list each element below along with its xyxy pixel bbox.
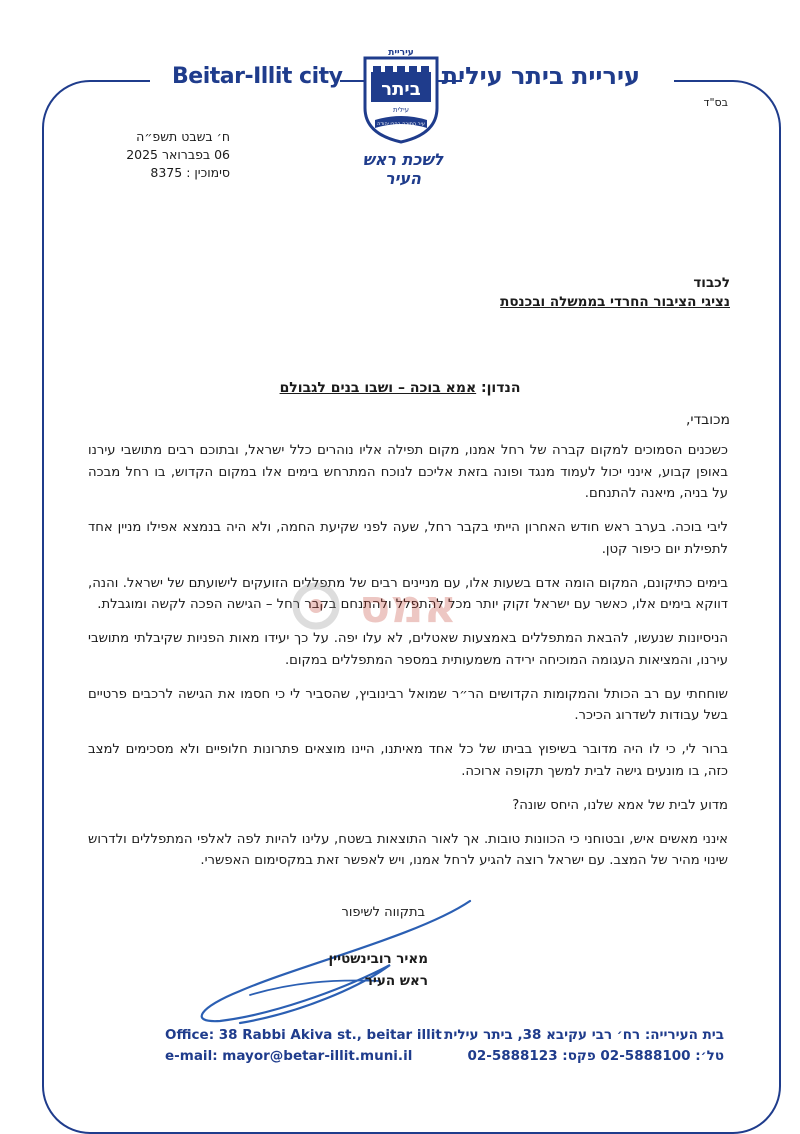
body-paragraph: אינני מאשים איש, ובטוחני כי הכוונות טובות. אך לאור התוצאות בשטח, עלינו להיות לפה לאלפי המתפללים ולדרוש שינוי מהיר של המצב. עם ישראל רוצה להגיע לרחל אמנו, ויש לאפשר זאת במקסימום האפשרי. — [88, 831, 728, 868]
body-paragraph: בימים כתיקונם, המקום הומה אדם בשעות אלו, עם מניינים רבים של מתפללים הזועקים לישועתם של ישראל. והנה, דווקא בימים אלו, כאשר עם ישראל זקוק יותר מכל להתפלל ולהתנחם בקבר רחל – הגישה הפכה לקשה ומוגבלת. — [88, 575, 728, 612]
city-name-english: Beitar-Illit city — [172, 64, 343, 89]
hebrew-date: ח׳ בשבט תשפ״ה — [136, 129, 230, 144]
footer-phone-he: טל׳: 02-5888100 פקס: 02-5888123 — [467, 1048, 724, 1064]
emblem-name-text: ביתר — [381, 79, 421, 100]
body-paragraph: שוחחתי עם רב הכותל והמקומות הקדושים הר״ר שמואל רבינוביץ, שהסביר לי כי חסמו את הגישה לרכבים פרטיים בשל עבודות לשדרוג הכיכר. — [88, 686, 728, 723]
emblem-sub-text: עילית — [392, 106, 410, 114]
footer-hebrew — [444, 1025, 724, 1067]
city-name-hebrew: עיריית ביתר עילית — [441, 62, 640, 90]
emblem-top-text: עיריית — [388, 48, 414, 58]
reference-number: סימוכין : 8375 — [150, 165, 230, 180]
body-paragraph: מדוע לבית של אמא שלנו, היחס שונה? — [512, 797, 728, 813]
letter-body — [88, 440, 728, 884]
footer-office-he: בית העירייה: רח׳ רבי עקיבא 38, ביתר עילית — [444, 1027, 724, 1043]
body-paragraph: ברור לי, כי לו היה מדובר בשיפוץ בביתו של כל אחד מאיתנו, היינו מוצאים פתרונות חלופיים ולא מסכימים למצב כזה, בו מונעים גישה לבית למשך תקופה ארוכה. — [88, 742, 728, 779]
footer-english — [165, 1025, 442, 1067]
signer-block — [329, 948, 428, 992]
city-emblem-logo — [359, 46, 443, 144]
body-paragraph: ליבי בוכה. בערב ראש חודש האחרון הייתי בקבר רחל, שעה לפני שקיעת החמה, ולא היה בנמצא אפילו מניין אחד לתפילת יום כיפור קטן. — [88, 520, 728, 557]
subject-text: אמא בוכה – ושבו בנים לגבולם — [279, 380, 477, 396]
bsd-mark: בס"ד — [703, 96, 728, 109]
footer-email-en[interactable]: e-mail: mayor@betar-illit.muni.il — [165, 1048, 413, 1064]
signer-title: ראש העיר — [364, 973, 428, 989]
recipient-block — [500, 274, 730, 312]
subject-label: הנדון: — [481, 380, 521, 396]
emblem-banner-text: עיר התורה בהרי יהודה — [377, 121, 425, 127]
closing-line: בתקווה לשיפור — [341, 905, 425, 920]
body-paragraph: הניסיונות שנעשו, להבאת המתפללים באמצעות שאטלים, לא עלו יפה. על כך יעידו מאות הפניות שקיבלתי מתושבי עירנו, והמציאות העגומה המוכיחה ירידה משמעותית במספר המתפללים במקום. — [88, 631, 728, 668]
recipient-honor: לכבוד — [693, 275, 730, 291]
signer-name: מאיר רובינשטיין — [328, 951, 428, 967]
greeting: מכובדי, — [685, 412, 730, 428]
body-paragraph: כשכנים הסמוכים למקום קברה של רחל אמנו, מקום תפילה אליו נוהרים כלל ישראל, ובתוכם רבים מתושבי עירנו באופן קבוע, אינני יכול לעמוד מנגד ופונה בזאת אליכם לנוכח המתרחש בימים אלו במקום הקדוש, בו רחל מבכה על בניה, מיאנה להתנחם. — [88, 443, 728, 501]
footer-office-en: Office: 38 Rabbi Akiva st., beitar illit — [165, 1027, 442, 1043]
recipient-org: נציגי הציבור החרדי בממשלה ובכנסת — [500, 294, 730, 310]
watermark-text: אמס — [358, 579, 458, 633]
subject-line — [200, 380, 600, 396]
publisher-watermark-logo — [288, 570, 468, 640]
mayor-office-label: לשכת ראש העיר — [362, 150, 444, 188]
gregorian-date: 06 בפברואר 2025 — [126, 147, 230, 162]
letter-meta — [120, 128, 230, 182]
